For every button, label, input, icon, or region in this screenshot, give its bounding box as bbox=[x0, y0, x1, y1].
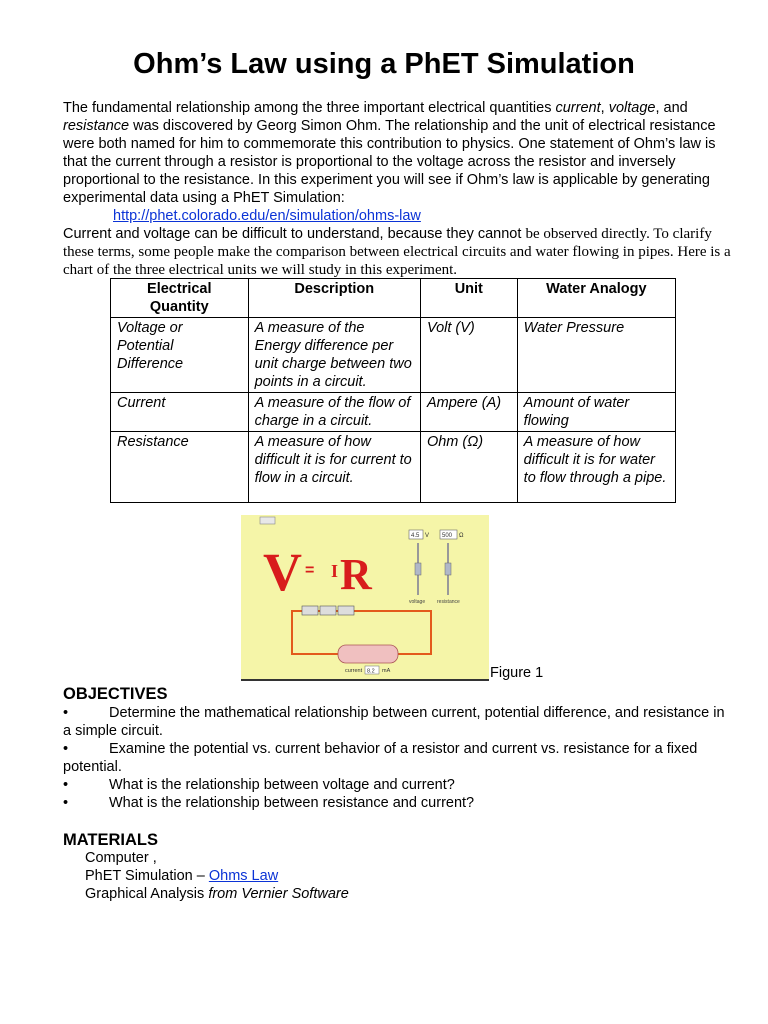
materials-item-computer: Computer , bbox=[85, 850, 157, 866]
table-cell: Voltage or Potential Difference bbox=[111, 318, 249, 393]
electrical-units-table bbox=[110, 278, 676, 503]
materials-item-graphical-analysis: Graphical Analysis from Vernier Software bbox=[85, 886, 349, 902]
phet-simulation-link[interactable]: http://phet.colorado.edu/en/simulation/ohms-law bbox=[113, 208, 421, 224]
list-item: • Examine the potential vs. current behavior of a resistor and current vs. resistance for a fixed potential. bbox=[63, 741, 698, 775]
ohms-law-simulation-screenshot bbox=[241, 515, 489, 681]
resistor bbox=[338, 645, 398, 663]
ohms-law-link[interactable]: Ohms Law bbox=[208, 868, 279, 884]
battery-1 bbox=[302, 606, 318, 615]
list-item: • Determine the mathematical relationship between current, potential difference, and resistance in a simple circuit. bbox=[63, 705, 725, 739]
table-cell: A measure of the flow of charge in a circuit. bbox=[248, 393, 420, 432]
voltage-slider-handle[interactable] bbox=[415, 563, 421, 575]
resistance-slider-label: resistance bbox=[437, 599, 460, 605]
table-cell: A measure of the Energy difference per unit charge between two points in a circuit. bbox=[248, 318, 420, 393]
list-item: • What is the relationship between voltage and current? bbox=[63, 777, 455, 793]
materials-heading: MATERIALS bbox=[63, 831, 159, 849]
equation-equals: = bbox=[305, 562, 315, 579]
battery-3 bbox=[338, 606, 354, 615]
battery-2 bbox=[320, 606, 336, 615]
table-cell: Resistance bbox=[111, 432, 249, 503]
table-row bbox=[111, 393, 676, 432]
objectives-heading: OBJECTIVES bbox=[63, 685, 168, 703]
current-value: 8.2 bbox=[367, 668, 375, 675]
equation-r: R bbox=[340, 550, 372, 599]
bullet: • bbox=[63, 795, 69, 811]
resistance-value: 500 bbox=[442, 533, 453, 539]
equation-v: V bbox=[263, 542, 302, 602]
table-cell: Ampere (A) bbox=[420, 393, 517, 432]
materials-list bbox=[85, 849, 349, 903]
bullet: • bbox=[63, 777, 69, 793]
page-title: Ohm’s Law using a PhET Simulation bbox=[133, 48, 635, 80]
equation-i: I bbox=[331, 561, 339, 581]
table-cell: Water Pressure bbox=[517, 318, 675, 393]
table-row bbox=[111, 432, 676, 503]
bullet: • bbox=[63, 741, 69, 757]
current-unit: mA bbox=[382, 668, 391, 674]
table-row bbox=[111, 318, 676, 393]
table-cell: A measure of how difficult it is for water to flow through a pipe. bbox=[517, 432, 675, 503]
sim-menu-icon[interactable] bbox=[260, 517, 275, 524]
objectives-list bbox=[63, 704, 728, 812]
header-water-analogy: Water Analogy bbox=[517, 279, 675, 318]
header-unit: Unit bbox=[420, 279, 517, 318]
header-electrical-quantity: Electrical Quantity bbox=[111, 279, 249, 318]
header-description: Description bbox=[248, 279, 420, 318]
list-item: • What is the relationship between resistance and current? bbox=[63, 795, 475, 811]
materials-item-phet: PhET Simulation – Ohms Law bbox=[85, 868, 279, 884]
voltage-slider-label: voltage bbox=[409, 599, 426, 605]
intro-paragraph: The fundamental relationship among the three important electrical quantities current, voltage, and resistance was discovered by Georg Simon Ohm. The relationship and the unit of electrical resistance were both named for him to commemorate this contribution to physics. One statement of Ohm’s law is that the current through a resistor is proportional to the voltage across the resistor and inversely proportional to the resistance. In this experiment you will see if Ohm’s law is applicable by generating experimental data using a PhET Simulation: bbox=[63, 100, 716, 206]
table-cell: A measure of how difficult it is for current to flow in a circuit. bbox=[248, 432, 420, 503]
voltage-value: 4.5 bbox=[411, 533, 420, 539]
analogy-paragraph: Current and voltage can be difficult to understand, because they cannot be observed directly. To clarify these terms, some people make the comparison between electrical circuits and water flowing in pipes. Here is a chart of the three electrical units we will study in this experiment. bbox=[63, 226, 731, 278]
voltage-unit: V bbox=[425, 533, 430, 539]
figure-caption: Figure 1 bbox=[490, 665, 544, 681]
simulation-graphic bbox=[241, 515, 489, 677]
resistance-slider-handle[interactable] bbox=[445, 563, 451, 575]
current-label: current bbox=[345, 668, 363, 674]
table-cell: Current bbox=[111, 393, 249, 432]
table-cell: Ohm (Ω) bbox=[420, 432, 517, 503]
bullet: • bbox=[63, 705, 69, 721]
simulation-link-line bbox=[113, 207, 421, 225]
table-cell: Volt (V) bbox=[420, 318, 517, 393]
table-header-row bbox=[111, 279, 676, 318]
table-cell: Amount of water flowing bbox=[517, 393, 675, 432]
resistance-unit: Ω bbox=[459, 533, 464, 539]
